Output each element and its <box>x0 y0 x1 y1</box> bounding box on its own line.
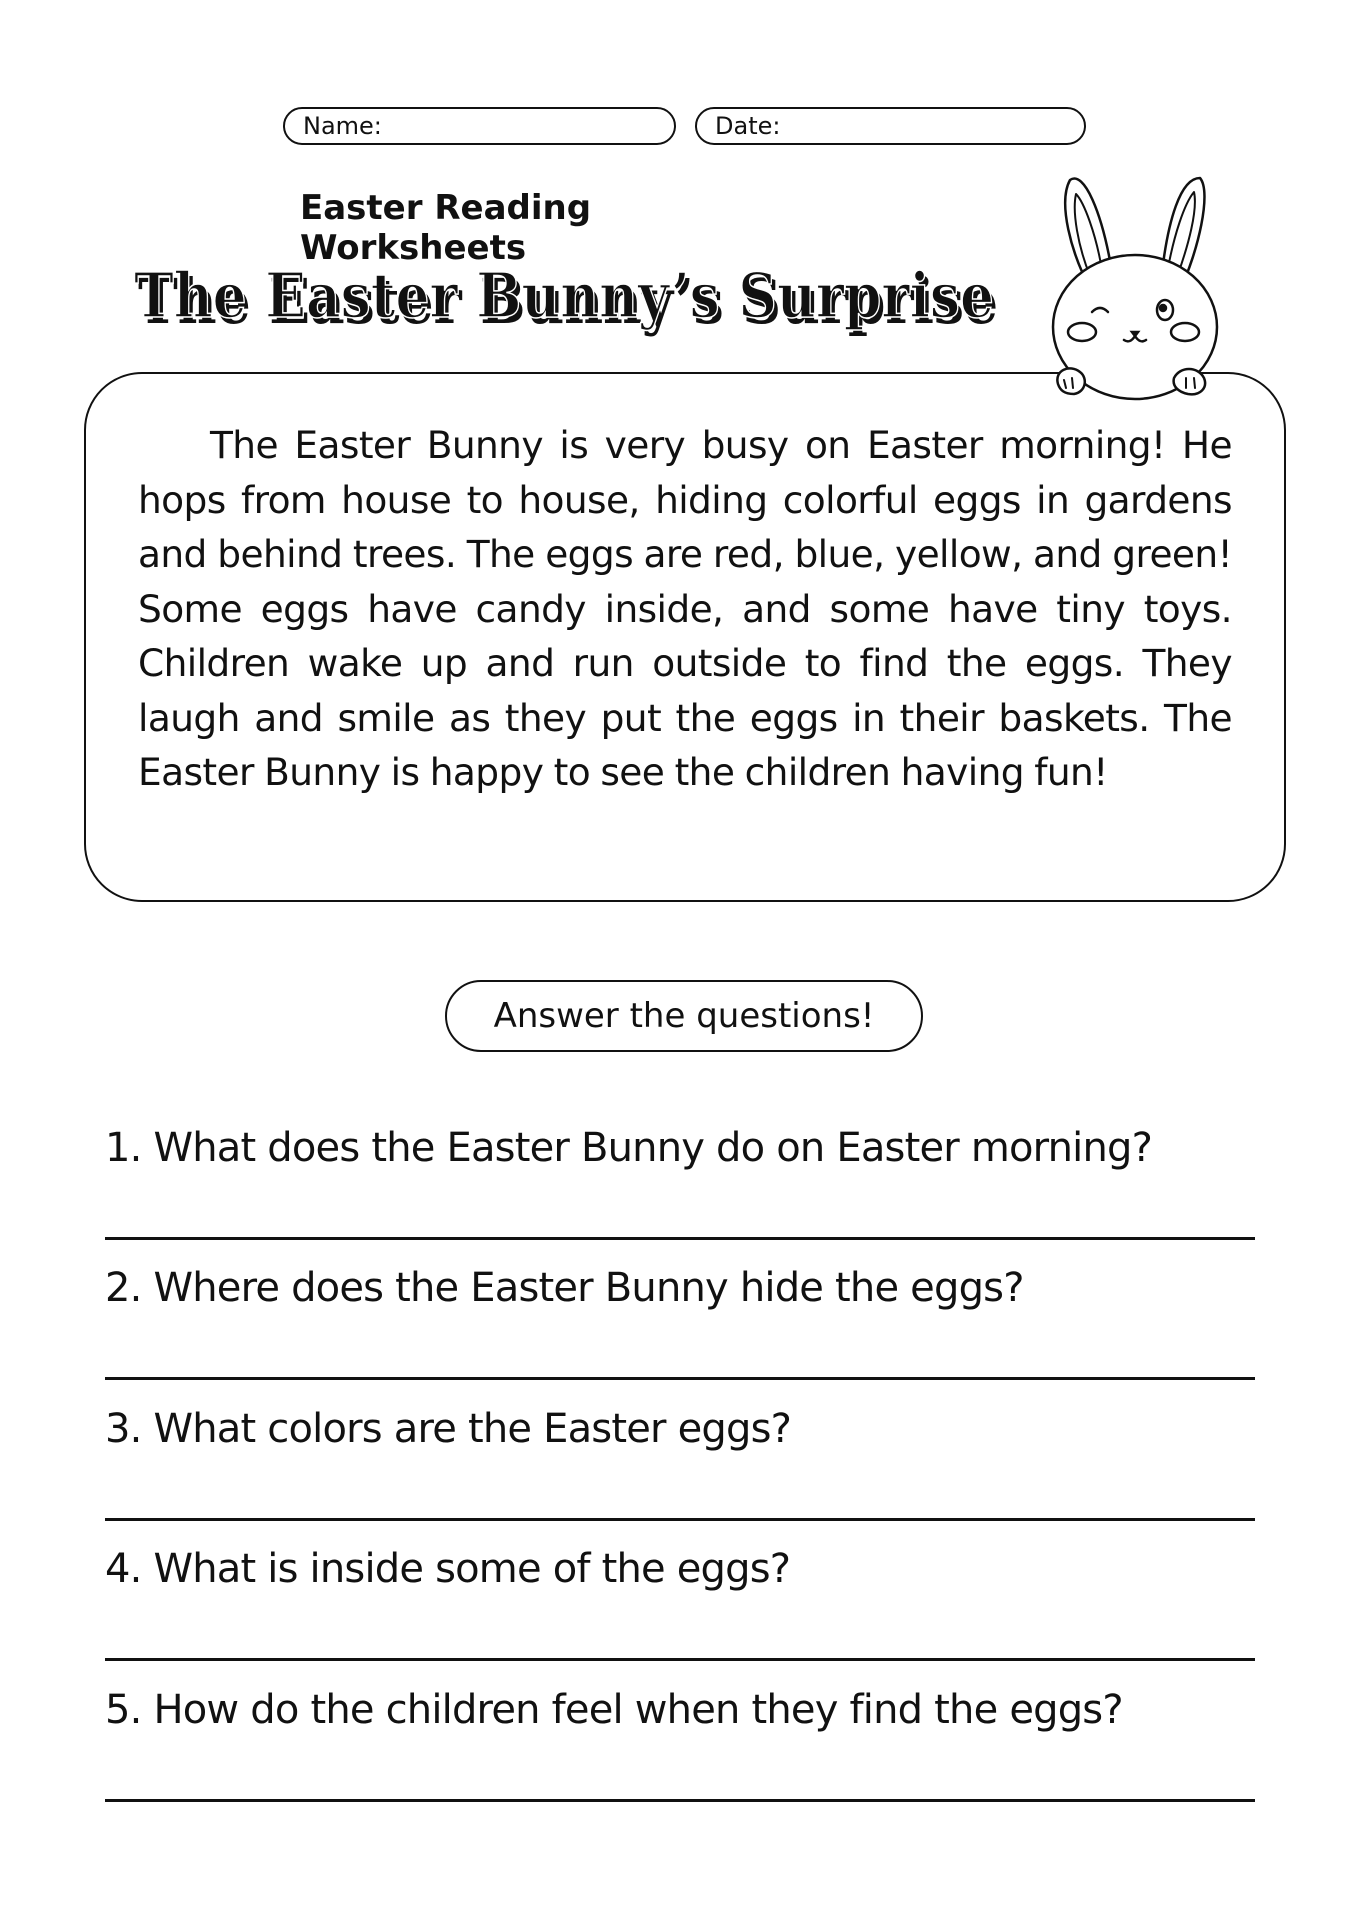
answer-line-4[interactable] <box>105 1658 1255 1661</box>
page-title <box>130 245 1010 345</box>
answer-line-1[interactable] <box>105 1237 1255 1240</box>
answer-line-3[interactable] <box>105 1518 1255 1521</box>
story-paragraph: The Easter Bunny is very busy on Easter morning! He hops from house to house, hiding colorful eggs in gardens and behind trees. The eggs are red, blue, yellow, and green! Some eggs have candy inside, and some have tiny toys. Children wake up and run outside to find the eggs. They laugh and smile as they put the eggs in their baskets. The Easter Bunny is happy to see the children having fun! <box>138 423 1232 794</box>
name-field[interactable] <box>283 107 676 145</box>
answer-line-2[interactable] <box>105 1377 1255 1380</box>
instruction-badge <box>445 980 923 1052</box>
instruction-text: Answer the questions! <box>493 996 875 1036</box>
question-5: 5. How do the children feel when they find the eggs? <box>105 1687 1123 1733</box>
question-4: 4. What is inside some of the eggs? <box>105 1546 791 1592</box>
name-label: Name: <box>303 112 382 140</box>
date-label: Date: <box>715 112 781 140</box>
question-2: 2. Where does the Easter Bunny hide the eggs? <box>105 1265 1024 1311</box>
title-text: The Easter Bunny’s Surprise <box>134 259 994 332</box>
worksheet-subtitle: Easter Reading Worksheets <box>300 188 592 268</box>
question-3: 3. What colors are the Easter eggs? <box>105 1406 792 1452</box>
question-1: 1. What does the Easter Bunny do on Easter morning? <box>105 1125 1153 1171</box>
title-shadow: The Easter Bunny’s Surprise <box>138 265 998 338</box>
bunny-icon <box>1040 172 1230 402</box>
answer-line-5[interactable] <box>105 1799 1255 1802</box>
date-field[interactable] <box>695 107 1086 145</box>
